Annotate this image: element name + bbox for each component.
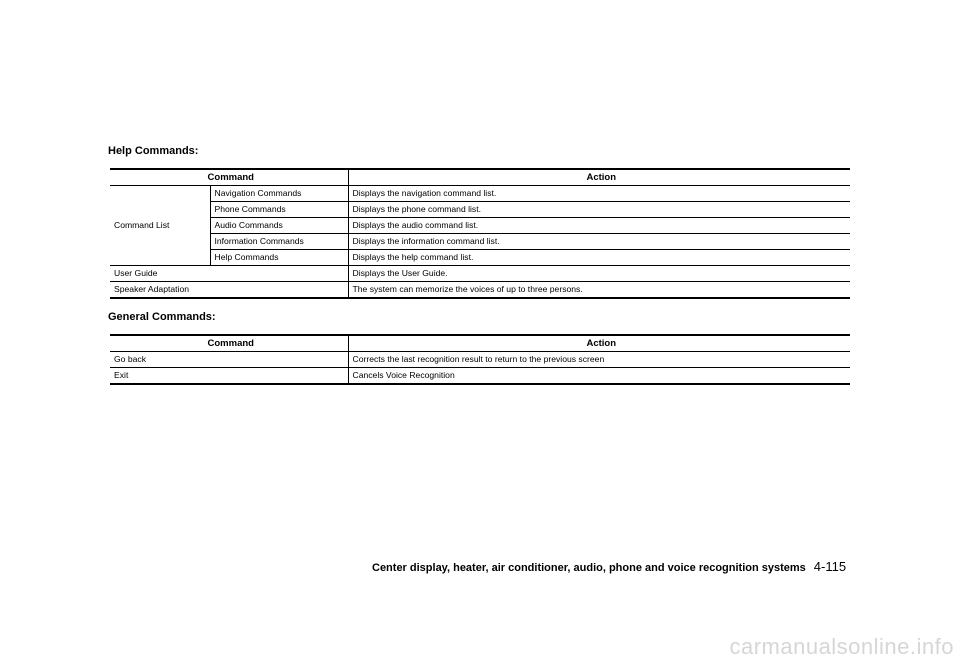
action-cell: Corrects the last recognition result to return to the previous screen	[348, 352, 850, 368]
table-header-row	[110, 169, 850, 186]
table-row	[110, 218, 850, 234]
sub-command-cell: Navigation Commands	[210, 186, 348, 202]
action-cell: Displays the User Guide.	[348, 266, 850, 282]
command-cell: Speaker Adaptation	[110, 282, 348, 299]
action-cell: The system can memorize the voices of up to three persons.	[348, 282, 850, 299]
watermark: carmanualsonline.info	[729, 634, 954, 659]
table-header-row	[110, 335, 850, 352]
table-row	[110, 250, 850, 266]
action-cell: Displays the navigation command list.	[348, 186, 850, 202]
command-cell: Go back	[110, 352, 348, 368]
command-list-cell: Command List	[110, 186, 210, 266]
footer-section-title: Center display, heater, air conditioner, audio, phone and voice recognition systems	[372, 562, 806, 574]
help-commands-heading: Help Commands:	[108, 145, 199, 157]
table-row	[110, 368, 850, 385]
table-row	[110, 282, 850, 299]
general-commands-heading: General Commands:	[108, 311, 216, 323]
page-footer	[372, 559, 846, 574]
table-row	[110, 352, 850, 368]
action-column-header: Action	[348, 169, 850, 186]
sub-command-cell: Help Commands	[210, 250, 348, 266]
command-cell: Exit	[110, 368, 348, 385]
table-row	[110, 202, 850, 218]
table-row	[110, 186, 850, 202]
sub-command-cell: Phone Commands	[210, 202, 348, 218]
page-number: 4-115	[813, 559, 847, 574]
command-column-header: Command	[110, 335, 348, 352]
command-column-header: Command	[110, 169, 348, 186]
table-row	[110, 234, 850, 250]
sub-command-cell: Information Commands	[210, 234, 348, 250]
action-cell: Displays the help command list.	[348, 250, 850, 266]
general-commands-table	[110, 334, 850, 385]
action-cell: Displays the information command list.	[348, 234, 850, 250]
action-cell: Displays the audio command list.	[348, 218, 850, 234]
action-column-header: Action	[348, 335, 850, 352]
action-cell: Cancels Voice Recognition	[348, 368, 850, 385]
help-commands-table	[110, 168, 850, 299]
action-cell: Displays the phone command list.	[348, 202, 850, 218]
sub-command-cell: Audio Commands	[210, 218, 348, 234]
table-row	[110, 266, 850, 282]
command-cell: User Guide	[110, 266, 348, 282]
